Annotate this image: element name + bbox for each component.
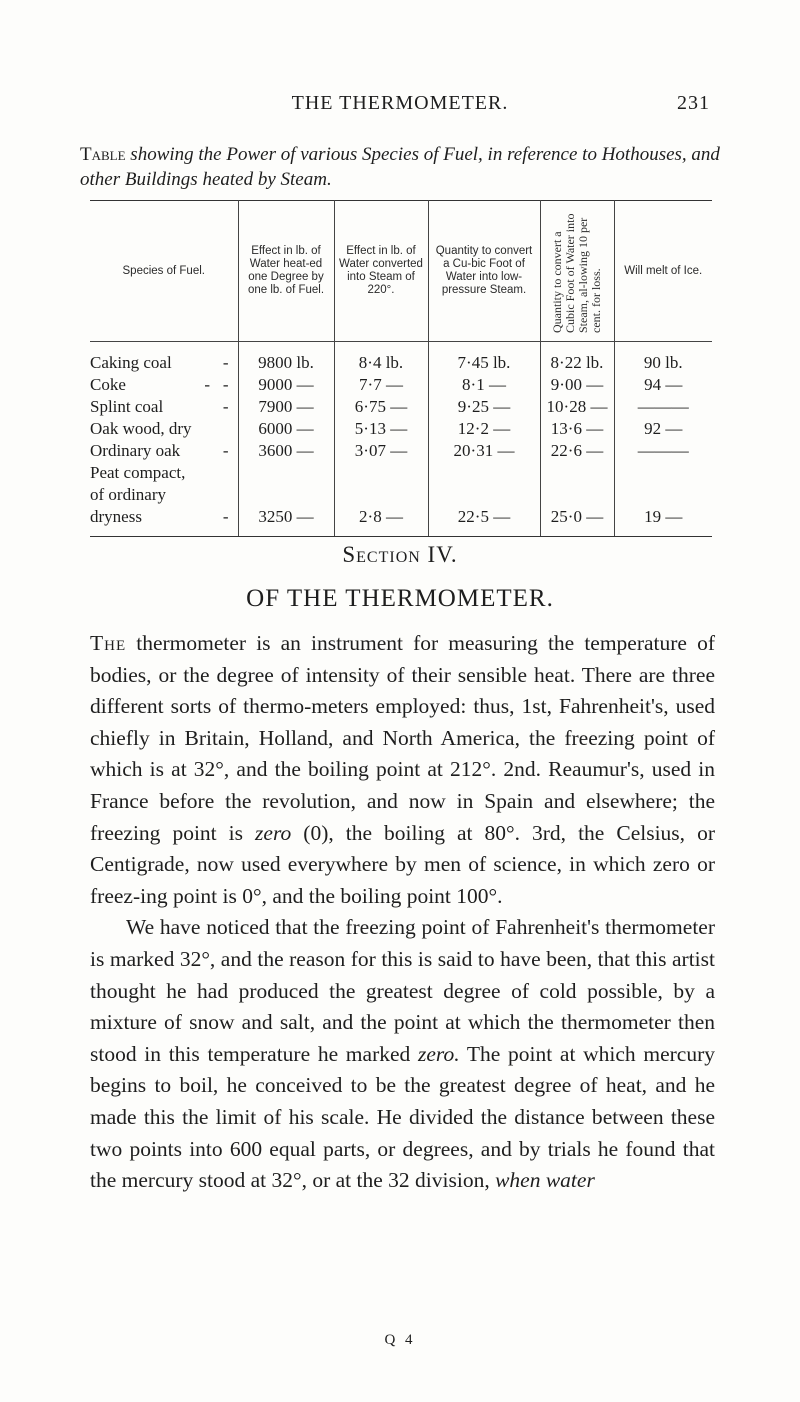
table-row	[90, 374, 712, 396]
fuel-name-cell	[90, 506, 238, 537]
cell-heat: 3600 —	[238, 440, 334, 462]
cell-heat	[238, 462, 334, 484]
leader-dash: -	[222, 353, 229, 372]
fuel-name: Oak wood, dry	[90, 419, 192, 438]
fuel-name-cell	[90, 418, 238, 440]
cell-low-pressure: 20·31 —	[428, 440, 540, 462]
cell-steam: 6·75 —	[334, 396, 428, 418]
cell-steam: 8·4 lb.	[334, 342, 428, 375]
cell-low-pressure: 7·45 lb.	[428, 342, 540, 375]
page-number: 231	[677, 92, 710, 114]
header-with-loss	[540, 201, 614, 342]
header-heat-effect: Effect in lb. of Water heat-ed one Degree by one lb. of Fuel.	[238, 201, 334, 342]
paragraph-2: We have noticed that the freezing point of Fahrenheit's thermometer is marked 32°, and the reason for this is said to have been, that this artist thought he had produced the greatest degree of cold possible, by a mixture of snow and salt, and the point at which the thermometer then stood in this temperature he marked zero. The point at which mercury begins to boil, he conceived to be the greatest degree of heat, and he made this the limit of his scale. He divided the distance between these two points into 600 equal parts, or degrees, and by trials he found that the mercury stood at 32°, or at the 32 division, when water	[90, 915, 715, 1193]
table-row	[90, 462, 712, 484]
table-row	[90, 506, 712, 537]
cell-ice: ———	[614, 396, 712, 418]
header-steam-effect: Effect in lb. of Water converted into Steam of 220°.	[334, 201, 428, 342]
table-header-row	[90, 201, 712, 342]
cell-heat: 6000 —	[238, 418, 334, 440]
header-ice: Will melt of Ice.	[614, 201, 712, 342]
running-title: THE THERMOMETER.	[291, 92, 509, 114]
cell-with-loss	[540, 462, 614, 484]
cell-steam: 5·13 —	[334, 418, 428, 440]
fuel-name: Splint coal	[90, 397, 164, 416]
cell-ice: 90 lb.	[614, 342, 712, 375]
fuel-name-cell	[90, 374, 238, 396]
cell-low-pressure	[428, 484, 540, 506]
table-row	[90, 396, 712, 418]
cell-with-loss: 10·28 —	[540, 396, 614, 418]
fuel-name: of ordinary	[90, 485, 167, 504]
cell-ice	[614, 484, 712, 506]
cell-heat	[238, 484, 334, 506]
cell-with-loss: 8·22 lb.	[540, 342, 614, 375]
lead-word: The	[90, 631, 127, 655]
table-caption-lead: Table	[80, 144, 126, 165]
cell-ice: 94 —	[614, 374, 712, 396]
leader-dash: - -	[204, 375, 229, 394]
cell-ice	[614, 462, 712, 484]
cell-steam: 7·7 —	[334, 374, 428, 396]
fuel-name-cell	[90, 440, 238, 462]
fuel-name-cell	[90, 396, 238, 418]
cell-ice: ———	[614, 440, 712, 462]
table-row	[90, 418, 712, 440]
cell-steam: 2·8 —	[334, 506, 428, 537]
cell-ice: 19 —	[614, 506, 712, 537]
fuel-name: Ordinary oak	[90, 441, 181, 460]
cell-with-loss: 13·6 —	[540, 418, 614, 440]
cell-with-loss: 25·0 —	[540, 506, 614, 537]
cell-low-pressure	[428, 462, 540, 484]
cell-heat: 3250 —	[238, 506, 334, 537]
table-caption-text: showing the Power of various Species of Fuel, in reference to Hothouses, and other Buildings heated by Steam.	[80, 144, 720, 190]
cell-steam	[334, 462, 428, 484]
cell-low-pressure: 22·5 —	[428, 506, 540, 537]
table-row	[90, 440, 712, 462]
cell-ice: 92 —	[614, 418, 712, 440]
body-text	[90, 628, 715, 1197]
fuel-name-cell	[90, 462, 238, 484]
fuel-name-cell	[90, 342, 238, 375]
fuel-name: Peat compact,	[90, 463, 186, 482]
leader-dash: -	[222, 507, 229, 526]
cell-low-pressure: 8·1 —	[428, 374, 540, 396]
fuel-table	[90, 200, 712, 537]
table-caption	[80, 142, 730, 192]
cell-steam: 3·07 —	[334, 440, 428, 462]
fuel-name: dryness	[90, 507, 142, 526]
cell-with-loss: 9·00 —	[540, 374, 614, 396]
chapter-title: OF THE THERMOMETER.	[246, 585, 554, 612]
section-heading: Section IV.	[342, 542, 458, 567]
header-with-loss-text: Quantity to convert a Cubic Foot of Water into Steam, al-lowing 10 per cent. for loss.	[550, 213, 603, 333]
fuel-name: Caking coal	[90, 353, 172, 372]
cell-low-pressure: 9·25 —	[428, 396, 540, 418]
leader-dash: -	[222, 441, 229, 460]
cell-heat: 9800 lb.	[238, 342, 334, 375]
cell-heat: 9000 —	[238, 374, 334, 396]
cell-with-loss	[540, 484, 614, 506]
cell-steam	[334, 484, 428, 506]
fuel-name: Coke	[90, 375, 126, 394]
signature-mark: Q 4	[384, 1332, 416, 1348]
leader-dash: -	[222, 397, 229, 416]
table-row	[90, 484, 712, 506]
paragraph-1: The thermometer is an instrument for measuring the temperature of bodies, or the degree of intensity of their sensible heat. There are three different sorts of thermo-meters employed: thus, 1st, Fahrenheit's, used chiefly in Britain, Holland, and North America, the freezing point of which is at 32°, and the boiling point at 212°. 2nd. Reaumur's, used in France before the revolution, and now in Spain and elsewhere; the freezing point is zero (0), the boiling at 80°. 3rd, the Celsius, or Centigrade, now used everywhere by men of science, in which zero or freez-ing point is 0°, and the boiling point 100°.	[90, 631, 715, 908]
header-species: Species of Fuel.	[90, 201, 238, 342]
cell-low-pressure: 12·2 —	[428, 418, 540, 440]
fuel-name-cell	[90, 484, 238, 506]
cell-heat: 7900 —	[238, 396, 334, 418]
cell-with-loss: 22·6 —	[540, 440, 614, 462]
header-low-pressure: Quantity to convert a Cu-bic Foot of Water into low-pressure Steam.	[428, 201, 540, 342]
table-row	[90, 342, 712, 375]
